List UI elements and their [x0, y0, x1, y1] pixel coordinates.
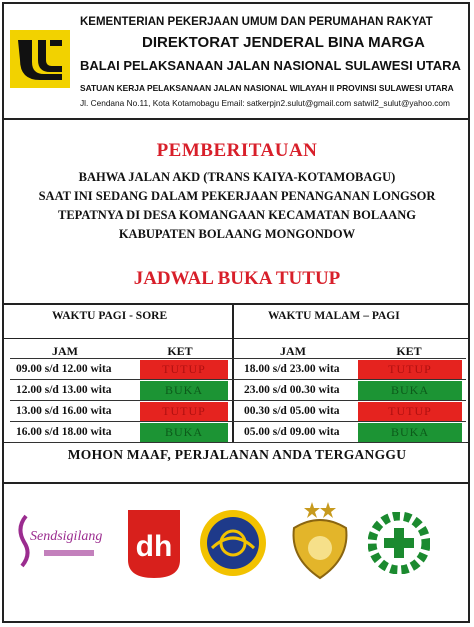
dh-wordmark: dh	[135, 530, 173, 563]
notice-line: TEPATNYA DI DESA KOMANGAAN KECAMATAN BOLAANG	[57, 208, 416, 222]
directorate-name: DIREKTORAT JENDERAL BINA MARGA	[142, 34, 425, 51]
pupr-logo-icon	[10, 30, 70, 88]
office-name: BALAI PELAKSANAAN JALAN NASIONAL SULAWESI UTARA	[80, 58, 461, 73]
night-row-status-open: BUKA	[358, 381, 462, 400]
day-row-time: 16.00 s/d 18.00 wita	[16, 426, 112, 438]
night-time-header: JAM	[280, 344, 306, 358]
dh-logo-icon	[124, 508, 184, 580]
day-row-time: 12.00 s/d 13.00 wita	[16, 384, 112, 396]
day-row-status-open: BUKA	[140, 423, 228, 442]
schedule-title: JADWAL BUKA TUTUP	[133, 268, 341, 289]
ministry-name: KEMENTERIAN PEKERJAAN UMUM DAN PERUMAHAN RAKYAT	[80, 16, 433, 28]
day-row-status-closed: TUTUP	[140, 360, 228, 379]
night-row-status-open: BUKA	[358, 423, 462, 442]
notice-line: SAAT INI SEDANG DALAM PEKERJAAN PENANGANAN LONGSOR	[38, 189, 436, 203]
day-time-header: JAM	[52, 344, 78, 358]
night-row-status-closed: TUTUP	[358, 402, 462, 421]
night-shift-label: WAKTU MALAM – PAGI	[268, 310, 400, 322]
dishub-logo-icon	[198, 508, 268, 578]
sendsigilang-logo-icon	[14, 508, 106, 574]
night-row-time: 23.00 s/d 00.30 wita	[244, 384, 340, 396]
night-status-header: KET	[396, 344, 422, 358]
sendsigilang-wordmark: Sendsigilang	[30, 529, 103, 544]
table-divider	[232, 303, 234, 443]
row-divider	[10, 442, 466, 443]
night-row-status-closed: TUTUP	[358, 360, 462, 379]
notice-line: KABUPATEN BOLAANG MONGONDOW	[118, 227, 356, 241]
day-shift-label: WAKTU PAGI - SORE	[52, 310, 168, 322]
day-row-status-open: BUKA	[140, 381, 228, 400]
polri-logo-icon	[288, 498, 352, 582]
day-row-time: 09.00 s/d 12.00 wita	[16, 363, 112, 375]
day-row-status-closed: TUTUP	[140, 402, 228, 421]
night-row-time: 00.30 s/d 05.00 wita	[244, 405, 340, 417]
table-header-divider	[2, 338, 470, 339]
k3-cross-gear-logo-icon	[368, 512, 430, 574]
work-unit-name: SATUAN KERJA PELAKSANAAN JALAN NASIONAL WILAYAH II PROVINSI SULAWESI UTARA	[80, 83, 454, 93]
night-row-time: 18.00 s/d 23.00 wita	[244, 363, 340, 375]
notice-title: PEMBERITAUAN	[156, 140, 318, 161]
notice-body	[0, 168, 474, 244]
day-status-header: KET	[167, 344, 193, 358]
apology-message: MOHON MAAF, PERJALANAN ANDA TERGANGGU	[67, 447, 407, 462]
night-row-time: 05.00 s/d 09.00 wita	[244, 426, 340, 438]
logos-divider	[2, 482, 470, 484]
office-address: Jl. Cendana No.11, Kota Kotamobagu Email: satkerpjn2.sulut@gmail.com satwil2_sulut@yahoo.com	[80, 98, 450, 108]
notice-line: BAHWA JALAN AKD (TRANS KAIYA-KOTAMOBAGU)	[78, 170, 396, 184]
day-row-time: 13.00 s/d 16.00 wita	[16, 405, 112, 417]
